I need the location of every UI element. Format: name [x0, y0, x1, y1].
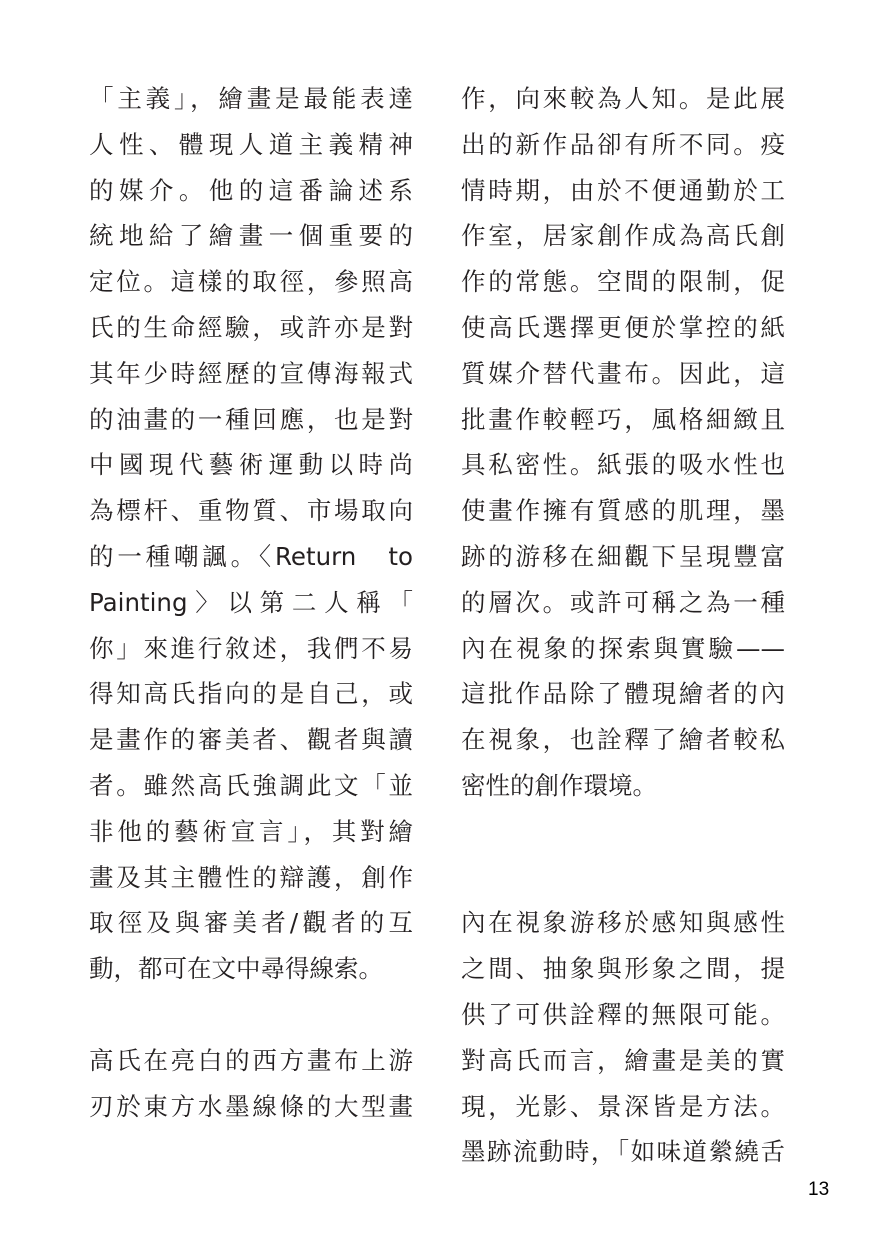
text-line: 使畫作擁有質感的肌理，墨 [461, 496, 785, 526]
text-line: 作，向來較為人知。是此展 [461, 84, 785, 113]
text-line: 的層次。或許可稱之為一種 [461, 587, 785, 617]
paragraph-gap [461, 809, 785, 855]
text-line: 人性、體現人道主義精神 [89, 129, 413, 159]
text-line: 畫及其主體性的辯護，創作 [89, 862, 413, 892]
text-line: 這批作品除了體現繪者的內 [461, 679, 785, 709]
text-line: 質媒介替代畫布。因此，這 [461, 358, 785, 388]
text-line: 的一種嘲諷。〈Return to [89, 541, 413, 571]
text-line: 作室，居家創作成為高氏創 [461, 221, 785, 251]
text-line: 對高氏而言，繪畫是美的實 [461, 1045, 785, 1075]
text-line: 高氏在亮白的西方畫布上游 [89, 1045, 413, 1075]
text-line: 現，光影、景深皆是方法。 [461, 1091, 785, 1121]
text-line: 的油畫的一種回應，也是對 [89, 404, 413, 434]
text-line: 墨跡流動時，「如味道縈繞舌 [461, 1137, 785, 1167]
text-line: 得知高氏指向的是自己，或 [89, 679, 413, 709]
left-text-column [89, 76, 413, 1129]
text-line: 統地給了繪畫一個重要的 [89, 221, 413, 251]
text-line: 定位。這樣的取徑，參照高 [89, 267, 413, 297]
text-line: 內在視象游移於感知與感性 [461, 908, 785, 938]
text-line: 出的新作品卻有所不同。疫 [461, 129, 785, 159]
paragraph-gap [89, 992, 413, 1038]
text-line: 你」來進行敘述，我們不易 [89, 633, 413, 663]
text-line: 作的常態。空間的限制，促 [461, 267, 785, 297]
text-line: 非他的藝術宣言」，其對繪 [89, 816, 413, 846]
page-number: 13 [808, 1179, 830, 1200]
text-line: 中國現代藝術運動以時尚 [89, 450, 413, 480]
text-line: 者。雖然高氏強調此文「並 [89, 770, 413, 800]
text-line: 動，都可在文中尋得線索。 [89, 954, 383, 984]
text-line: 密性的創作環境。 [461, 770, 657, 800]
text-line: 取徑及與審美者/觀者的互 [89, 908, 413, 938]
text-line: 供了可供詮釋的無限可能。 [461, 999, 785, 1029]
text-line: 之間、抽象與形象之間，提 [461, 954, 785, 984]
text-line: 使高氏選擇更便於掌控的紙 [461, 312, 785, 342]
text-line: 在視象，也詮釋了繪者較私 [461, 725, 785, 755]
text-line: 批畫作較輕巧，風格細緻且 [461, 404, 785, 434]
text-line: 具私密性。紙張的吸水性也 [461, 450, 785, 480]
right-text-column [461, 76, 785, 1175]
paragraph-gap [461, 855, 785, 901]
text-line: 跡的游移在細觀下呈現豐富 [461, 541, 785, 571]
text-line: 氏的生命經驗，或許亦是對 [89, 312, 413, 342]
text-line: 「主義」，繪畫是最能表達 [89, 84, 413, 113]
text-line: 情時期，由於不便通勤於工 [461, 175, 785, 205]
text-line: 刃於東方水墨線條的大型畫 [89, 1091, 413, 1121]
text-line: 的媒介。他的這番論述系 [89, 175, 413, 205]
text-line: 內在視象的探索與實驗—— [461, 633, 785, 663]
text-line: Painting〉以第二人稱「 [89, 587, 413, 617]
text-line: 其年少時經歷的宣傳海報式 [89, 358, 413, 388]
text-line: 為標杆、重物質、市場取向 [89, 496, 413, 526]
text-line: 是畫作的審美者、觀者與讀 [89, 725, 413, 755]
